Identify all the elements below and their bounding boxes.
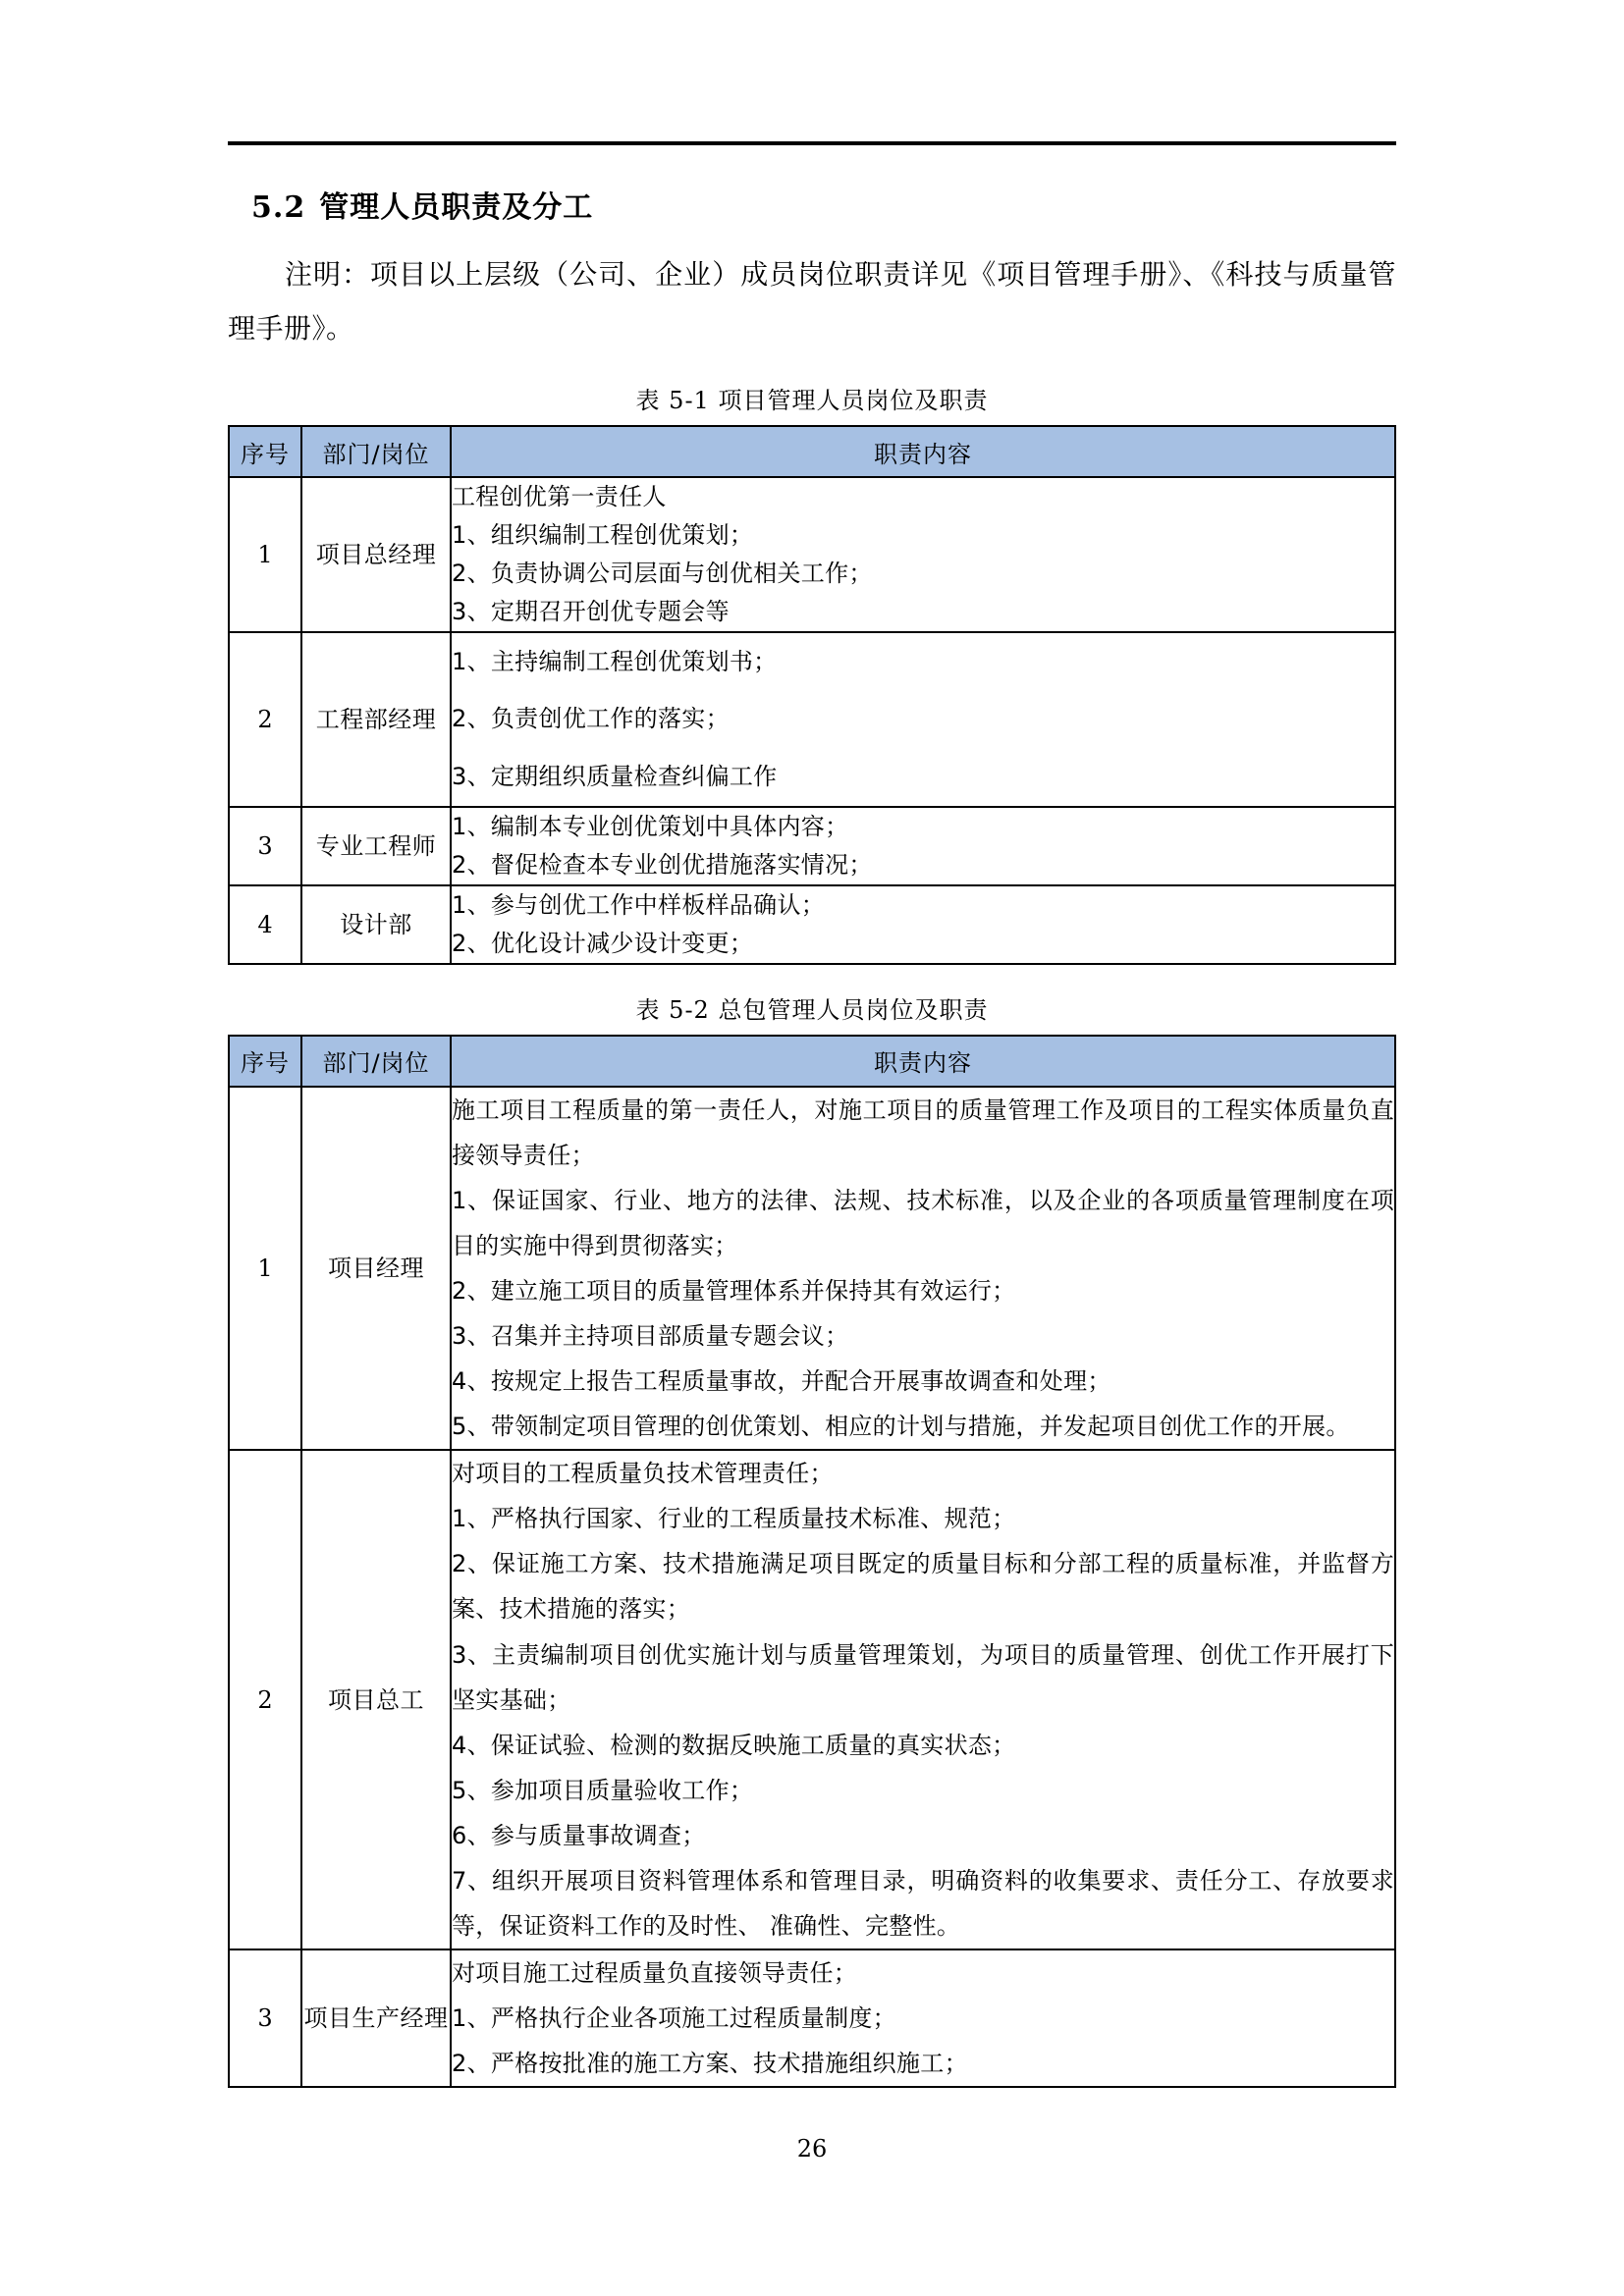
row-post: 专业工程师 bbox=[301, 807, 451, 885]
duty-line: 2、负责创优工作的落实； bbox=[452, 705, 730, 733]
row-number: 1 bbox=[229, 477, 301, 632]
duty-line: 7、组织开展项目资料管理体系和管理目录，明确资料的收集要求、责任分工、存放要求等，保证资料工作的及时性、 准确性、完整性。 bbox=[452, 1866, 1394, 1940]
table-row bbox=[229, 1087, 1395, 1451]
duty-line: 3、召集并主持项目部质量专题会议； bbox=[452, 1321, 849, 1350]
duty-line: 2、督促检查本专业创优措施落实情况； bbox=[452, 850, 873, 879]
page-content bbox=[228, 0, 1396, 2088]
table2-col-duty: 职责内容 bbox=[451, 1036, 1395, 1087]
table-general-contractor-roles bbox=[228, 1035, 1396, 2089]
table-row bbox=[229, 1949, 1395, 2087]
row-post: 工程部经理 bbox=[301, 632, 451, 807]
section-title: 管理人员职责及分工 bbox=[319, 190, 594, 225]
duty-line: 6、参与质量事故调查； bbox=[452, 1821, 706, 1849]
duty-line: 2、保证施工方案、技术措施满足项目既定的质量目标和分部工程的质量标准，并监督方案、技术措施的落实； bbox=[452, 1550, 1394, 1624]
duty-line: 5、带领制定项目管理的创优策划、相应的计划与措施，并发起项目创优工作的开展。 bbox=[452, 1413, 1350, 1441]
duty-line: 对项目的工程质量负技术管理责任； bbox=[452, 1460, 834, 1488]
duty-line: 1、严格执行国家、行业的工程质量技术标准、规范； bbox=[452, 1505, 1016, 1533]
intro-paragraph: 注明：项目以上层级（公司、企业）成员岗位职责详见《项目管理手册》、《科技与质量管理手册》。 bbox=[228, 258, 1396, 345]
duty-line: 3、主责编制项目创优实施计划与质量管理策划，为项目的质量管理、创优工作开展打下坚实基础； bbox=[452, 1640, 1394, 1714]
duty-line: 5、参加项目质量验收工作； bbox=[452, 1776, 754, 1804]
row-post: 项目经理 bbox=[301, 1087, 451, 1451]
row-duties bbox=[451, 1450, 1395, 1949]
page-title bbox=[251, 188, 1396, 227]
table1-body bbox=[229, 477, 1395, 963]
table2-caption: 表 5-2 总包管理人员岗位及职责 bbox=[635, 995, 989, 1024]
table2-col-post: 部门/岗位 bbox=[301, 1036, 451, 1087]
duty-line: 施工项目工程质量的第一责任人，对施工项目的质量管理工作及项目的工程实体质量负直接领导责任； bbox=[452, 1095, 1394, 1169]
row-number: 3 bbox=[229, 1949, 301, 2087]
duty-line: 4、保证试验、检测的数据反映施工质量的真实状态； bbox=[452, 1731, 1016, 1759]
duty-line: 工程创优第一责任人 bbox=[452, 483, 667, 511]
duty-line: 3、定期召开创优专题会等 bbox=[452, 597, 730, 625]
duty-line: 1、编制本专业创优策划中具体内容； bbox=[452, 813, 849, 841]
table2-col-no: 序号 bbox=[229, 1036, 301, 1087]
row-post: 项目总经理 bbox=[301, 477, 451, 632]
duty-line: 2、优化设计减少设计变更； bbox=[452, 929, 754, 957]
row-post: 项目生产经理 bbox=[301, 1949, 451, 2087]
table1-col-post: 部门/岗位 bbox=[301, 426, 451, 477]
duty-line: 4、按规定上报告工程质量事故，并配合开展事故调查和处理； bbox=[452, 1367, 1111, 1396]
duty-line: 1、组织编制工程创优策划； bbox=[452, 521, 754, 550]
table-row bbox=[229, 632, 1395, 807]
duty-line: 1、严格执行企业各项施工过程质量制度； bbox=[452, 2004, 896, 2033]
duty-line: 2、严格按批准的施工方案、技术措施组织施工； bbox=[452, 2050, 968, 2078]
table1-header-row bbox=[229, 426, 1395, 477]
duty-line: 2、建立施工项目的质量管理体系并保持其有效运行； bbox=[452, 1276, 1016, 1305]
duty-line: 1、保证国家、行业、地方的法律、法规、技术标准，以及企业的各项质量管理制度在项目的实施中得到贯彻落实； bbox=[452, 1186, 1394, 1259]
duty-line: 1、主持编制工程创优策划书； bbox=[452, 647, 778, 675]
table1-col-duty: 职责内容 bbox=[451, 426, 1395, 477]
row-duties bbox=[451, 885, 1395, 964]
row-duties bbox=[451, 477, 1395, 632]
row-number: 1 bbox=[229, 1087, 301, 1451]
table2-body bbox=[229, 1087, 1395, 2088]
row-number: 2 bbox=[229, 632, 301, 807]
table-project-management-roles bbox=[228, 425, 1396, 964]
row-number: 3 bbox=[229, 807, 301, 885]
table-row bbox=[229, 1450, 1395, 1949]
row-number: 4 bbox=[229, 885, 301, 964]
row-post: 设计部 bbox=[301, 885, 451, 964]
row-duties bbox=[451, 1949, 1395, 2087]
table-row bbox=[229, 477, 1395, 632]
section-number: 5.2 bbox=[251, 190, 306, 225]
table1-caption: 表 5-1 项目管理人员岗位及职责 bbox=[635, 387, 989, 415]
duty-line: 3、定期组织质量检查纠偏工作 bbox=[452, 763, 778, 791]
page-number: 26 bbox=[796, 2135, 828, 2163]
table1-col-no: 序号 bbox=[229, 426, 301, 477]
duty-line: 1、参与创优工作中样板样品确认； bbox=[452, 890, 826, 919]
table2-header-row bbox=[229, 1036, 1395, 1087]
duty-line: 2、负责协调公司层面与创优相关工作； bbox=[452, 559, 873, 587]
row-number: 2 bbox=[229, 1450, 301, 1949]
row-duties bbox=[451, 632, 1395, 807]
row-post: 项目总工 bbox=[301, 1450, 451, 1949]
row-duties bbox=[451, 807, 1395, 885]
header-rule bbox=[228, 141, 1396, 145]
table-row bbox=[229, 807, 1395, 885]
table-row bbox=[229, 885, 1395, 964]
row-duties bbox=[451, 1087, 1395, 1451]
duty-line: 对项目施工过程质量负直接领导责任； bbox=[452, 1959, 858, 1988]
